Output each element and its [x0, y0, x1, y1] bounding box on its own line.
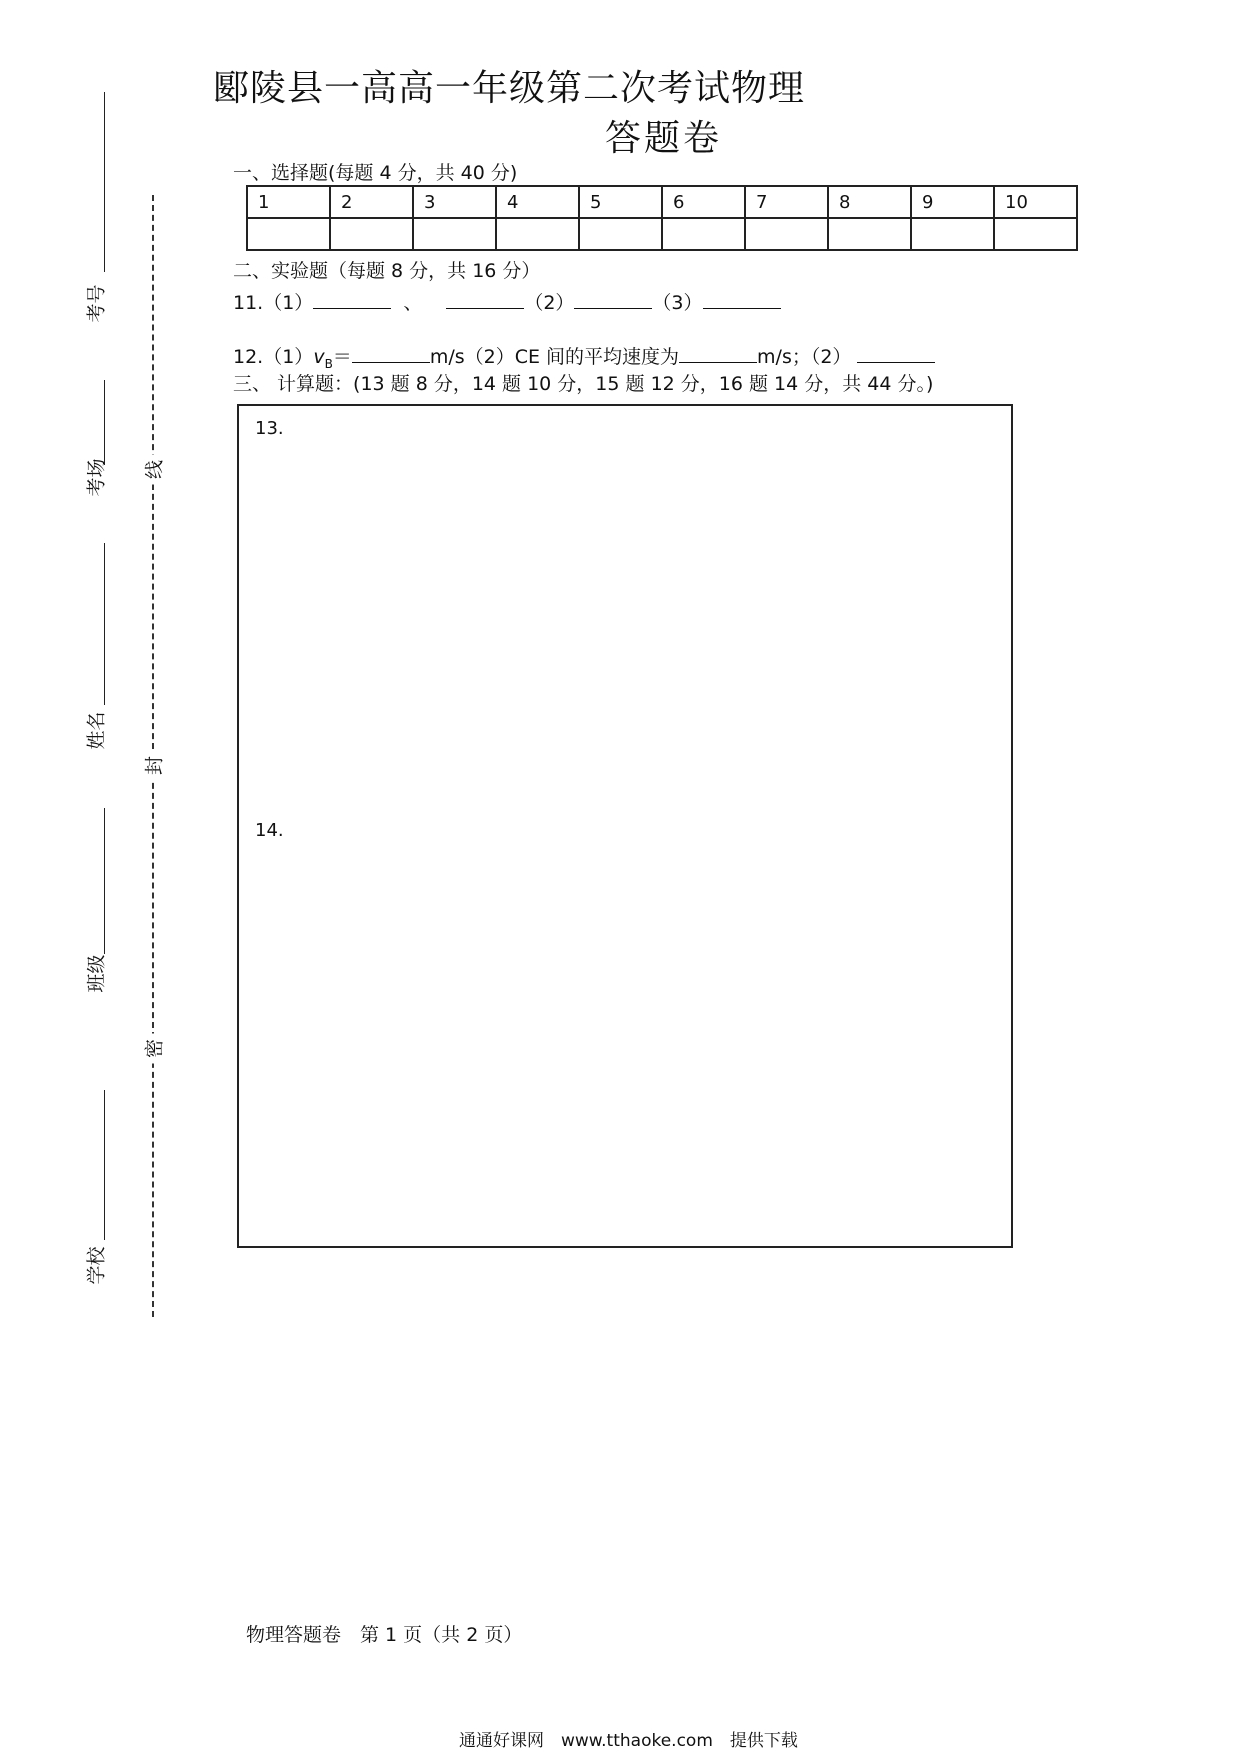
q11-blank-2[interactable] — [446, 290, 524, 309]
answer-cell[interactable] — [330, 218, 413, 250]
question-number-cell: 2 — [330, 186, 413, 218]
section1-heading: 一、选择题(每题 4 分，共 40 分) — [233, 162, 518, 184]
answer-cell[interactable] — [247, 218, 330, 250]
question-number-cell: 5 — [579, 186, 662, 218]
question-number-cell: 8 — [828, 186, 911, 218]
answer-table — [246, 185, 1078, 251]
question-number-cell: 6 — [662, 186, 745, 218]
name-label: 姓名 — [85, 711, 108, 750]
question-number-cell: 10 — [994, 186, 1077, 218]
q14-label: 14. — [255, 820, 284, 841]
q12-unit-text-2: m/s；（2） — [757, 346, 852, 368]
velocity-subscript: B — [324, 356, 333, 371]
seal-feng-char: 封 — [140, 751, 167, 781]
school-underline — [104, 1090, 105, 1240]
page-footer: 物理答题卷 第 1 页（共 2 页） — [246, 1624, 523, 1646]
page-title: 郾陵县一高高一年级第二次考试物理 — [213, 68, 806, 109]
class-label: 班级 — [85, 954, 108, 993]
answer-table-answer-row — [247, 218, 1077, 250]
answer-cell[interactable] — [662, 218, 745, 250]
q11-part3-label: （3） — [652, 292, 703, 314]
seal-mi-char: 密 — [140, 1034, 167, 1064]
answer-cell[interactable] — [828, 218, 911, 250]
q11-part2-label: （2） — [524, 292, 575, 314]
calculation-answer-box[interactable] — [237, 404, 1013, 1248]
question-number-cell: 1 — [247, 186, 330, 218]
answer-cell[interactable] — [496, 218, 579, 250]
q12-blank-3[interactable] — [857, 344, 935, 363]
section3-heading: 三、 计算题：(13 题 8 分，14 题 10 分，15 题 12 分，16 题 14 分，共 44 分。) — [233, 373, 934, 395]
q11-blank-1[interactable] — [313, 290, 391, 309]
name-underline — [104, 543, 105, 705]
section2-heading: 二、实验题（每题 8 分，共 16 分） — [233, 260, 541, 282]
answer-cell[interactable] — [745, 218, 828, 250]
exam-no-underline — [104, 92, 105, 272]
question-12 — [233, 342, 935, 371]
q11-blank-3[interactable] — [574, 290, 652, 309]
answer-table-number-row — [247, 186, 1077, 218]
q12-blank-1[interactable] — [352, 344, 430, 363]
q11-blank-4[interactable] — [703, 290, 781, 309]
answer-cell[interactable] — [579, 218, 662, 250]
question-number-cell: 4 — [496, 186, 579, 218]
download-credit: 通通好课网 www.tthaoke.com 提供下载 — [459, 1731, 798, 1751]
question-11 — [233, 288, 781, 315]
answer-cell[interactable] — [911, 218, 994, 250]
q13-label: 13. — [255, 418, 284, 439]
velocity-symbol: v — [313, 346, 325, 368]
school-label: 学校 — [85, 1246, 108, 1285]
answer-cell[interactable] — [413, 218, 496, 250]
class-underline — [104, 808, 105, 954]
q12-unit-text-1: m/s（2）CE 间的平均速度为 — [429, 346, 680, 368]
q12-blank-2[interactable] — [679, 344, 757, 363]
exam-no-label: 考号 — [85, 284, 108, 323]
seal-line-char: 线 — [140, 455, 167, 485]
exam-room-underline — [104, 380, 105, 465]
q12-label: 12.（1） — [233, 346, 314, 368]
q11-separator: 、 — [403, 292, 423, 314]
page-subtitle: 答题卷 — [605, 118, 723, 159]
answer-cell[interactable] — [994, 218, 1077, 250]
question-number-cell: 9 — [911, 186, 994, 218]
q11-label: 11.（1） — [233, 292, 314, 314]
equals-sign: ＝ — [332, 346, 352, 368]
exam-room-label: 考场 — [85, 458, 108, 497]
question-number-cell: 7 — [745, 186, 828, 218]
question-number-cell: 3 — [413, 186, 496, 218]
